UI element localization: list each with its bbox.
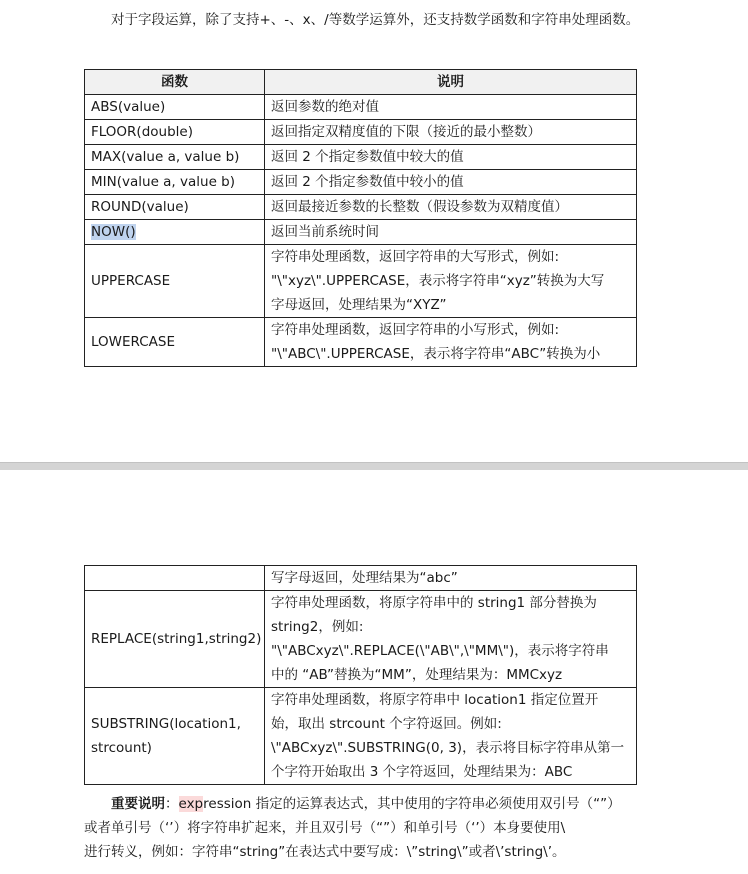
description-line: "\"xyz\".UPPERCASE，表示将字符串“xyz”转换为大写 (271, 273, 605, 289)
function-description: 返回 2 个指定参数值中较小的值 (265, 170, 637, 195)
note-label: 重要说明 (111, 796, 165, 812)
function-name: REPLACE(string1,string2) (85, 591, 265, 688)
page-2 (0, 470, 748, 874)
header-description: 说明 (265, 70, 637, 95)
function-name-line: SUBSTRING(location1, (91, 716, 241, 732)
function-name (85, 566, 265, 591)
header-function: 函数 (85, 70, 265, 95)
function-name-line: strcount) (91, 740, 152, 756)
selected-text[interactable]: NOW() (91, 224, 136, 240)
table-row (85, 145, 637, 170)
page-separator-line (0, 462, 748, 463)
function-name: LOWERCASE (85, 318, 265, 367)
table-row (85, 318, 637, 367)
table-row (85, 170, 637, 195)
description-line: 字符串处理函数，将原字符串中的 string1 部分替换为 (271, 595, 597, 611)
description-line: string2，例如: (271, 619, 364, 635)
intro-paragraph: 对于字段运算，除了支持+、-、x、/等数学运算外，还支持数学函数和字符串处理函数。 (111, 12, 640, 28)
function-description: 返回参数的绝对值 (265, 95, 637, 120)
table-row (85, 591, 637, 688)
function-description: 返回 2 个指定参数值中较大的值 (265, 145, 637, 170)
description-line: \"ABCxyz\".SUBSTRING(0, 3)，表示将目标字符串从第一 (271, 740, 625, 756)
table-row (85, 245, 637, 318)
function-description (265, 245, 637, 318)
table-header-row (85, 70, 637, 95)
description-line: 字符串处理函数，返回字符串的小写形式，例如: (271, 322, 560, 338)
description-line: 始，取出 strcount 个字符返回。例如: (271, 716, 502, 732)
description-line: "\"ABCxyz\".REPLACE(\"AB\",\"MM\")，表示将字符串 (271, 643, 609, 659)
table-row (85, 220, 637, 245)
note-line: 或者单引号（‘’）将字符串扩起来，并且双引号（“”）和单引号（‘’）本身要使用\ (84, 820, 566, 836)
description-line: 中的 “AB”替换为“MM”，处理结果为：MMCxyz (271, 667, 563, 683)
description-line: 字符串处理函数，将原字符串中 location1 指定位置开 (271, 692, 599, 708)
function-name: MIN(value a, value b) (85, 170, 265, 195)
function-name: ROUND(value) (85, 195, 265, 220)
function-description: 返回当前系统时间 (265, 220, 637, 245)
function-table (84, 69, 637, 367)
note-colon: ： (165, 796, 179, 812)
function-description (265, 591, 637, 688)
description-line: "\"ABC\".UPPERCASE，表示将字符串“ABC”转换为小 (271, 346, 601, 362)
table-row (85, 95, 637, 120)
function-description (265, 688, 637, 785)
table-row (85, 120, 637, 145)
function-description: 返回指定双精度值的下限（接近的最小整数） (265, 120, 637, 145)
function-description (265, 318, 637, 367)
note-line: 重要说明：expression 指定的运算表达式，其中使用的字符串必须使用双引号（“”） (111, 796, 621, 812)
function-description: 返回最接近参数的长整数（假设参数为双精度值） (265, 195, 637, 220)
table-row (85, 688, 637, 785)
function-name (85, 220, 265, 245)
function-name: UPPERCASE (85, 245, 265, 318)
function-name: FLOOR(double) (85, 120, 265, 145)
table-row (85, 566, 637, 591)
function-name: MAX(value a, value b) (85, 145, 265, 170)
spellcheck-mark: exp (178, 796, 204, 812)
note-line: 进行转义，例如：字符串“string”在表达式中要写成：\”string\”或者\’string\’。 (84, 844, 566, 860)
function-description: 写字母返回，处理结果为“abc” (265, 566, 637, 591)
description-line: 个字符开始取出 3 个字符返回，处理结果为：ABC (271, 764, 573, 780)
function-table-continued (84, 565, 637, 785)
function-name (85, 688, 265, 785)
page-separator (0, 462, 748, 470)
function-name: ABS(value) (85, 95, 265, 120)
description-line: 字母返回，处理结果为“XYZ” (271, 297, 447, 313)
important-note (84, 792, 649, 864)
table-row (85, 195, 637, 220)
description-line: 字符串处理函数，返回字符串的大写形式，例如: (271, 249, 560, 265)
